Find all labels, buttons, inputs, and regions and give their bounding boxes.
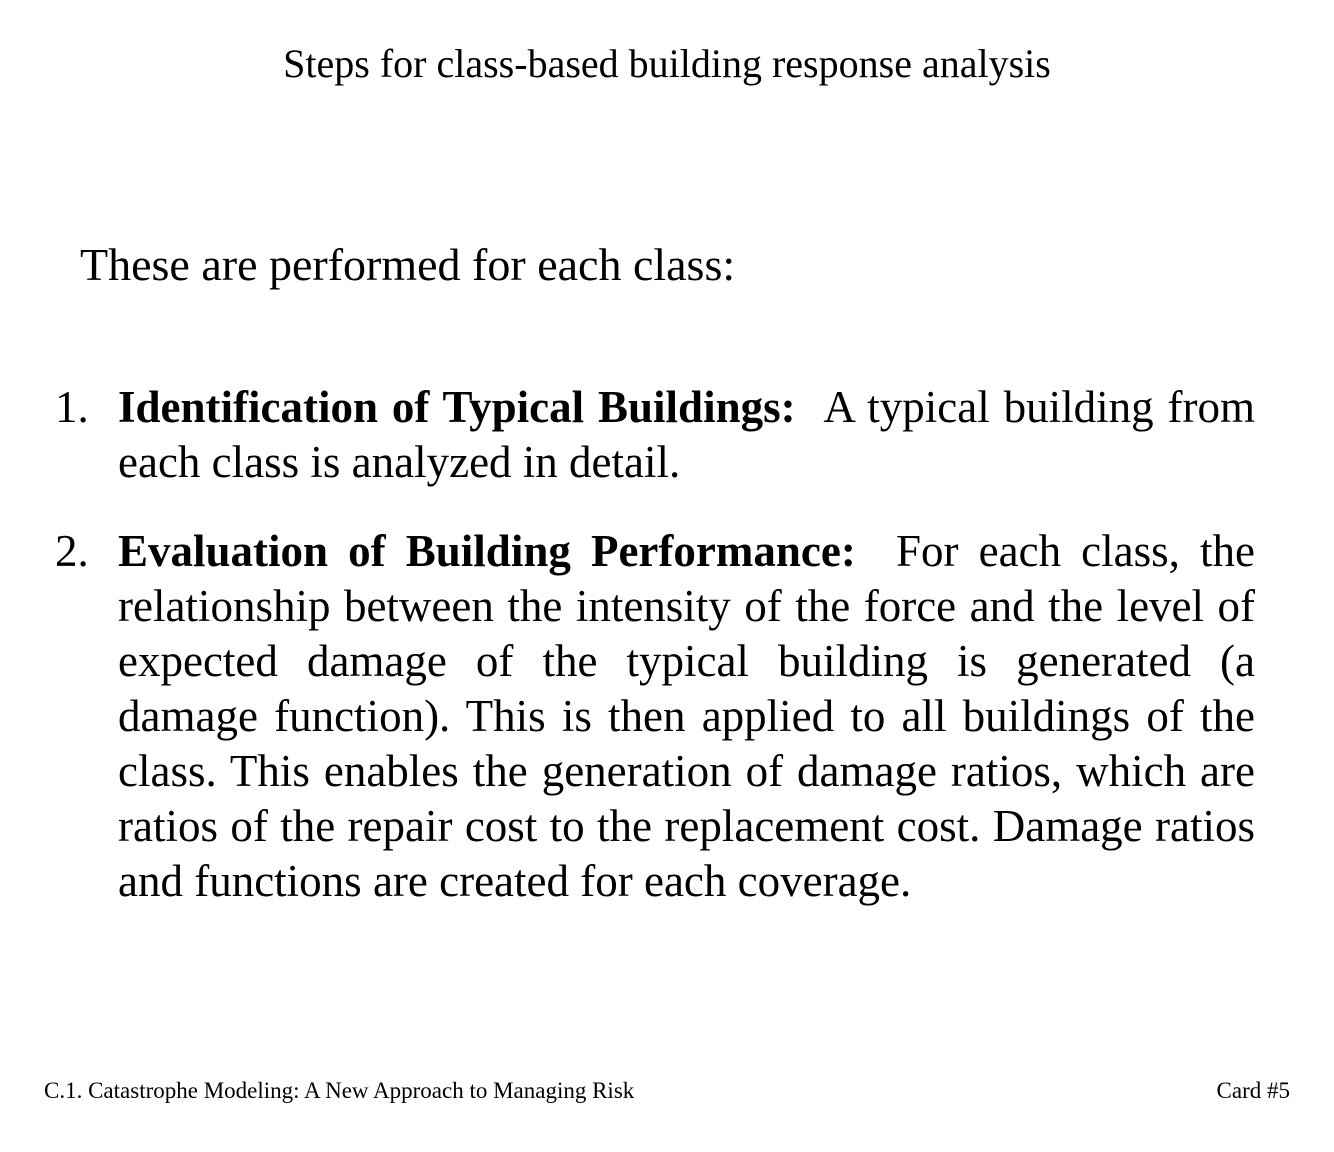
- step-body: A typical building from each class is analyzed in detail.: [118, 382, 1255, 487]
- intro-text: These are performed for each class:: [80, 239, 736, 290]
- step-number: 2.: [55, 526, 89, 576]
- page-title: Steps for class-based building response analysis: [283, 41, 1051, 86]
- footer-card-number: Card #5: [1216, 1078, 1290, 1103]
- footer-source: C.1. Catastrophe Modeling: A New Approach to Managing Risk: [44, 1078, 635, 1103]
- steps-list: [55, 380, 1255, 943]
- step-heading: Identification of Typical Buildings:: [118, 382, 824, 432]
- step-body: For each class, the relationship between the intensity of the force and the level of expected damage of the typical building is generated (a damage function). This is then applied to all buildings of the class. This enables the generation of damage ratios, which are ratios of the repair cost to the replacement cost. Damage ratios and functions are created for each coverage.: [118, 526, 1255, 906]
- step-number: 1.: [55, 382, 89, 432]
- list-item: [55, 380, 1255, 490]
- list-item: [55, 524, 1255, 909]
- step-heading: Evaluation of Building Performance:: [118, 526, 897, 576]
